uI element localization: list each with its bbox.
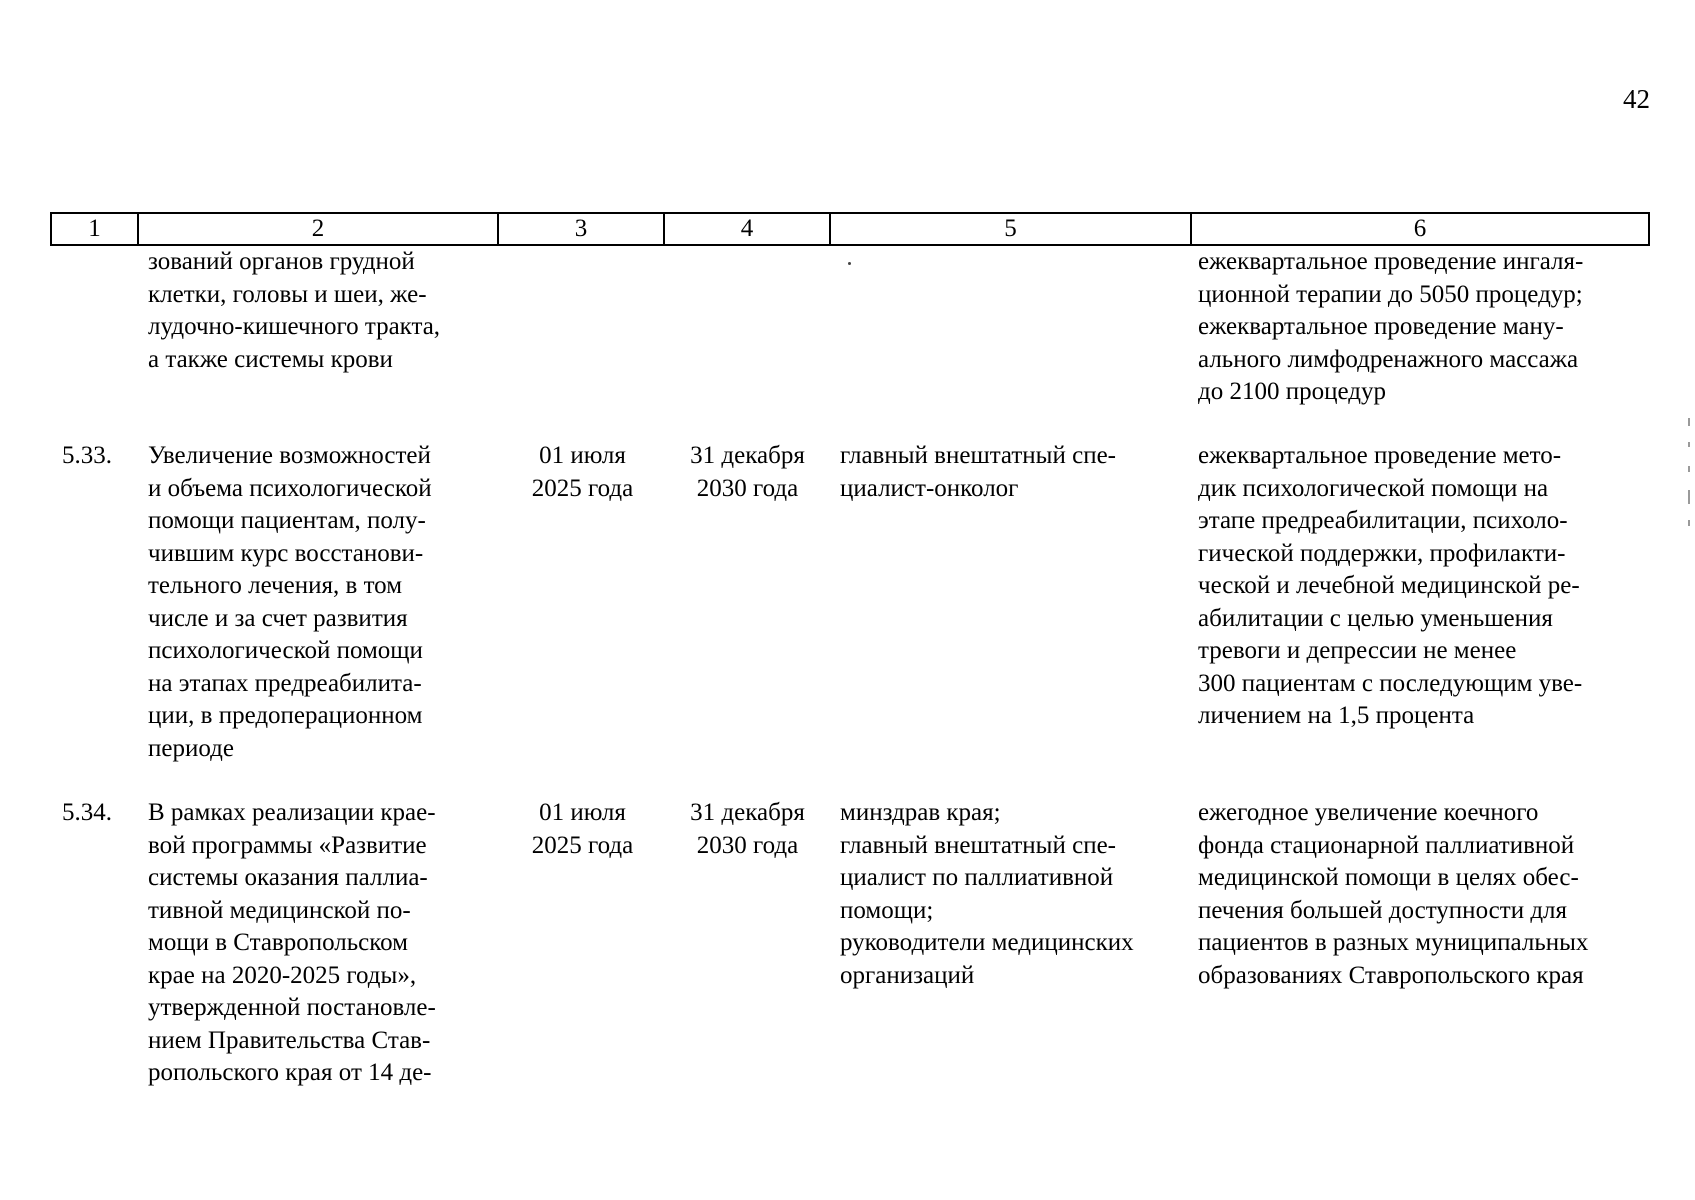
scan-edge-mark: [1688, 490, 1690, 504]
column-header-2: 2: [139, 214, 499, 244]
row-5-34-responsible-cell: минздрав края; главный внештатный спе- циалист по паллиативной помощи; руководители медицинских организаций: [840, 799, 1134, 989]
column-header-5: 5: [831, 214, 1192, 244]
scan-edge-mark: [1688, 418, 1690, 426]
column-header-6: 6: [1413, 215, 1427, 242]
row-5-33-number-cell: 5.33.: [62, 442, 112, 469]
stray-dot: [848, 262, 851, 265]
row-5-33-responsible-cell: главный внештатный спе- циалист-онколог: [840, 442, 1117, 502]
row-5-33-result-cell: ежеквартальное проведение мето- дик психологической помощи на этапе предреабилитации, психоло- гической поддержки, профилакти- ческой и лечебной медицинской ре- абилитации с целью уменьшения тревоги и депрессии не менее 300 пациентам с последующим уве- личением на 1,5 процента: [1198, 442, 1583, 729]
row-5-33-description-cell: Увеличение возможностей и объема психологической помощи пациентам, полу- чившим курс восстанови- тельного лечения, в том числе и за счет развития психологической помощи на этапах предреабилита- ции, в предоперационном периоде: [148, 442, 432, 762]
column-header-4: 4: [665, 214, 831, 244]
page-number: 42: [1623, 84, 1650, 114]
column-header-1: 1: [52, 214, 139, 244]
scan-edge-mark: [1688, 466, 1690, 472]
row-5-34-result-cell: ежегодное увеличение коечного фонда стационарной паллиативной медицинской помощи в целях обес- печения большей доступности для пациентов в разных муниципальных образованиях Ставропольского края: [1198, 799, 1589, 989]
continuation-description-cell: зований органов грудной клетки, головы и шеи, же- лудочно-кишечного тракта, а также системы крови: [148, 248, 441, 373]
table-header-row: [50, 212, 1650, 246]
row-5-34-end-date-cell: 31 декабря 2030 года: [690, 799, 805, 859]
row-5-34-description-cell: В рамках реализации крае- вой программы «Развитие системы оказания паллиа- тивной медицинской по- мощи в Ставропольском крае на 2020-2025 годы», утвержденной постановле- нием Правительства Став- ропольского края от 14 де-: [148, 799, 436, 1086]
row-5-33-end-date-cell: 31 декабря 2030 года: [690, 442, 805, 502]
row-5-34-start-date-cell: 01 июля 2025 года: [531, 799, 634, 859]
row-5-34-number-cell: 5.34.: [62, 799, 112, 826]
column-header-3: 3: [499, 214, 665, 244]
row-5-33-start-date-cell: 01 июля 2025 года: [531, 442, 634, 502]
scan-edge-mark: [1688, 520, 1690, 526]
continuation-result-cell: ежеквартальное проведение ингаля- ционной терапии до 5050 процедур; ежеквартальное проведение ману- ального лимфодренажного массажа до 2100 процедур: [1198, 248, 1584, 405]
scan-edge-mark: [1688, 442, 1690, 447]
